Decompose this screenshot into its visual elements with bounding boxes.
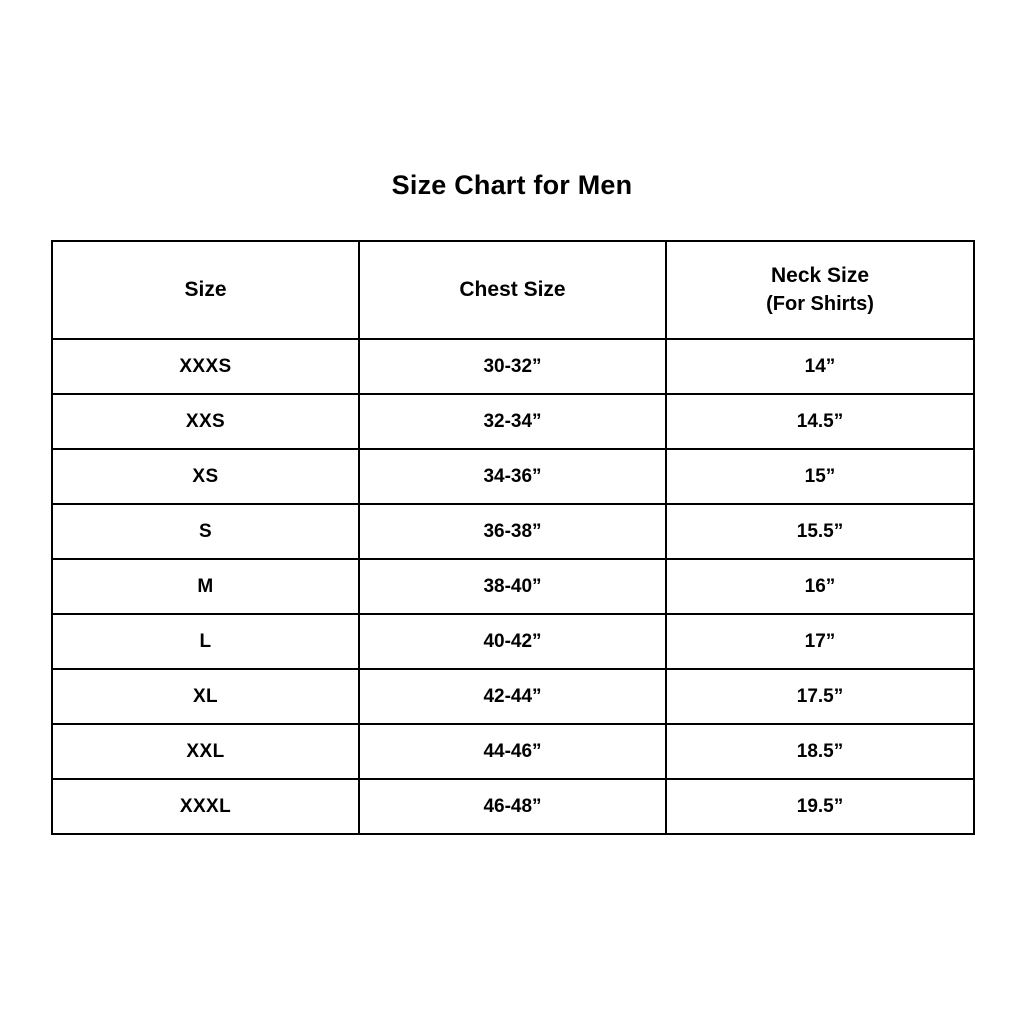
column-header-size-label: Size	[184, 277, 227, 301]
cell-chest-size: 40-42”	[359, 614, 666, 669]
cell-size: XXS	[52, 394, 359, 449]
table-row	[52, 449, 974, 504]
table-row	[52, 559, 974, 614]
cell-neck-size: 14.5”	[666, 394, 974, 449]
cell-size: XXXS	[52, 339, 359, 394]
column-header-chest-size	[359, 241, 666, 339]
cell-size: L	[52, 614, 359, 669]
table-header-row	[52, 241, 974, 339]
page-title: Size Chart for Men	[391, 170, 633, 200]
cell-neck-size: 17”	[666, 614, 974, 669]
cell-neck-size: 15”	[666, 449, 974, 504]
column-header-chest-size-label: Chest Size	[459, 277, 566, 301]
cell-neck-size: 19.5”	[666, 779, 974, 834]
table-header	[52, 241, 974, 339]
cell-neck-size: 15.5”	[666, 504, 974, 559]
size-chart-table-wrapper	[51, 240, 973, 835]
column-header-neck-size	[666, 241, 974, 339]
column-header-neck-size-subtitle: (For Shirts)	[766, 292, 874, 315]
table-row	[52, 669, 974, 724]
cell-chest-size: 38-40”	[359, 559, 666, 614]
cell-chest-size: 32-34”	[359, 394, 666, 449]
cell-chest-size: 36-38”	[359, 504, 666, 559]
table-row	[52, 779, 974, 834]
cell-size: XXXL	[52, 779, 359, 834]
table-row	[52, 504, 974, 559]
cell-neck-size: 18.5”	[666, 724, 974, 779]
table-row	[52, 614, 974, 669]
cell-size: XS	[52, 449, 359, 504]
cell-chest-size: 34-36”	[359, 449, 666, 504]
cell-chest-size: 42-44”	[359, 669, 666, 724]
size-chart-table	[51, 240, 975, 835]
cell-neck-size: 16”	[666, 559, 974, 614]
column-header-neck-size-label: Neck Size	[770, 264, 870, 288]
column-header-size	[52, 241, 359, 339]
cell-neck-size: 14”	[666, 339, 974, 394]
cell-neck-size: 17.5”	[666, 669, 974, 724]
cell-chest-size: 46-48”	[359, 779, 666, 834]
cell-chest-size: 30-32”	[359, 339, 666, 394]
cell-size: XXL	[52, 724, 359, 779]
table-row	[52, 394, 974, 449]
table-row	[52, 724, 974, 779]
cell-size: XL	[52, 669, 359, 724]
cell-size: M	[52, 559, 359, 614]
cell-size: S	[52, 504, 359, 559]
table-body	[52, 339, 974, 834]
table-row	[52, 339, 974, 394]
cell-chest-size: 44-46”	[359, 724, 666, 779]
